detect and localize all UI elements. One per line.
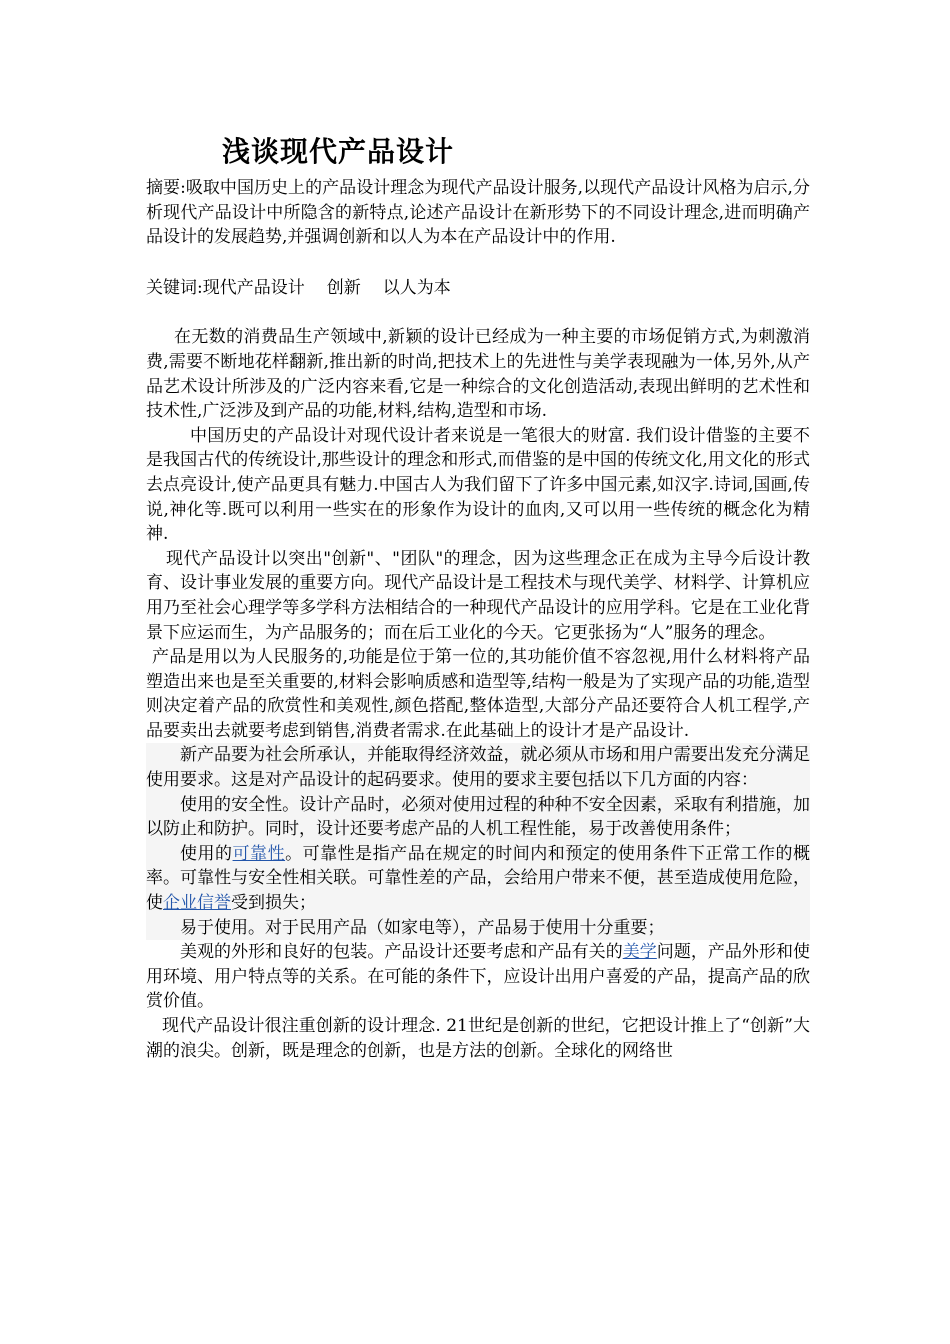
document-page [146,132,810,1063]
item-appearance-suffix: 问题，产品外形和使用环境、用户特点等的关系。在可能的条件下，应设计出用户喜爱的产品，提高产品的欣赏价值。 [146,942,811,1012]
item-appearance-prefix: 美观的外形和良好的包装。产品设计还要考虑和产品有关的 [180,942,623,963]
item-appearance [146,940,810,1014]
paragraph-3: 现代产品设计以突出"创新"、"团队"的理念，因为这些理念正在成为主导今后设计教育、设计事业发展的重要方向。现代产品设计是工程技术与现代美学、材料学、计算机应用乃至社会心理学等多学科方法相结合的一种现代产品设计的应用学科。它是在工业化背景下应运而生，为产品服务的；而在后工业化的今天。它更张扬为“人”服务的理念。 [146,548,810,643]
document-title: 浅谈现代产品设计 [222,135,455,168]
reliability-link[interactable]: 可靠性 [232,843,286,864]
item-reliability-suffix: 受到损失； [231,893,316,914]
abstract: 摘要:吸取中国历史上的产品设计理念为现代产品设计服务,以现代产品设计风格为启示,分析现代产品设计中所隐含的新特点,论述产品设计在新形势下的不同设计理念,进而明确产品设计的发展趋势,并强调创新和以人为本在产品设计中的作用. [146,178,810,248]
item-safety: 使用的安全性。设计产品时，必须对使用过程的种种不安全因素，采取有利措施，加以防止和防护。同时，设计还要考虑产品的人机工程性能，易于改善使用条件； [146,794,810,840]
keyword-1: 现代产品设计 [202,277,305,298]
closing-paragraph: 现代产品设计很注重创新的设计理念. 21世纪是创新的世纪，它把设计推上了“创新”大潮的浪尖。创新，既是理念的创新，也是方法的创新。全球化的网络世 [146,1016,810,1061]
enterprise-reputation-link[interactable]: 企业信誉 [163,893,231,914]
aesthetics-link[interactable]: 美学 [622,942,657,963]
item-reliability-text: 。可靠性是指产品在规定的时间内和预定的使用条件下正常工作的概率。可靠性与安全性相关联。可靠性差的产品，会给用户带来不便，甚至造成使用危险，使 [146,843,811,914]
keyword-3: 以人为本 [382,277,451,298]
paragraph-4: 产品是用以为人民服务的,功能是位于第一位的,其功能价值不容忽视,用什么材料将产品塑造出来也是至关重要的,材料会影响质感和造型等,结构一般是为了实现产品的功能,造型则决定着产品的欣赏性和美观性,颜色搭配,整体造型,大部分产品还要符合人机工程学,产品要卖出去就要考虑到销售,消费者需求.在此基础上的设计才是产品设计. [146,647,810,741]
keyword-2: 创新 [326,277,361,298]
paragraph-1: 在无数的消费品生产领域中,新颖的设计已经成为一种主要的市场促销方式,为刺激消费,需要不断地花样翻新,推出新的时尚,把技术上的先进性与美学表现融为一体,另外,从产品艺术设计所涉及的广泛内容来看,它是一种综合的文化创造活动,表现出鲜明的艺术性和技术性,广泛涉及到产品的功能,材料,结构,造型和市场. [146,327,810,422]
keywords-line [146,276,810,301]
item-reliability [146,842,810,916]
paragraph-5: 新产品要为社会所承认，并能取得经济效益，就必须从市场和用户需要出发充分满足使用要求。这是对产品设计的起码要求。使用的要求主要包括以下几方面的内容： [146,745,810,791]
keywords-label: 关键词: [146,277,203,298]
item-usability: 易于使用。对于民用产品（如家电等），产品易于使用十分重要； [180,917,665,938]
paragraph-2: 中国历史的产品设计对现代设计者来说是一笔很大的财富. 我们设计借鉴的主要不是我国古代的传统设计,那些设计的理念和形式,而借鉴的是中国的传统文化,用文化的形式去点亮设计,使产品更具有魅力.中国古人为我们留下了许多中国元素,如汉字.诗词,国画,传说,神化等.既可以利用一些实在的形象作为设计的血肉,又可以用一些传统的概念化为精神. [146,425,810,545]
requirements-section [146,743,810,940]
item-reliability-prefix: 使用的 [180,843,233,864]
